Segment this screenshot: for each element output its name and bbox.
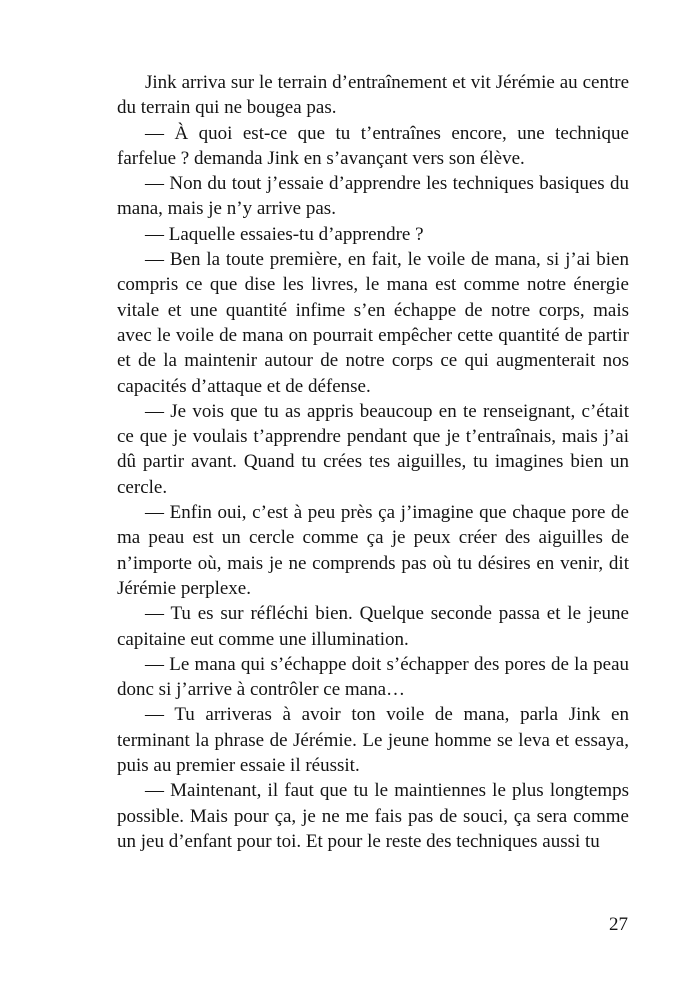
- paragraph-11: — Maintenant, il faut que tu le maintiennes le plus longtemps possible. Mais pour ça, je ne me fais pas de souci, ça sera comme un jeu d’enfant pour toi. Et pour le reste des techniques aussi tu: [117, 780, 629, 852]
- paragraph-2: — À quoi est-ce que tu t’entraînes encore, une technique farfelue ? demanda Jink en s’avançant vers son élève.: [117, 122, 629, 169]
- paragraph-4: — Laquelle essaies-tu d’apprendre ?: [145, 223, 424, 245]
- paragraph-10: — Tu arriveras à avoir ton voile de mana, parla Jink en terminant la phrase de Jérémie. Le jeune homme se leva et essaya, puis au premier essaie il réussit.: [117, 704, 629, 777]
- paragraph-7: — Enfin oui, c’est à peu près ça j’imagine que chaque pore de ma peau est un cercle comme ça je peux créer des aiguilles de n’importe où, mais je ne comprends pas où tu désires en venir, dit Jérémie perplexe.: [117, 502, 629, 599]
- paragraph-9: — Le mana qui s’échappe doit s’échapper des pores de la peau donc si j’arrive à contrôler ce mana…: [117, 653, 629, 701]
- paragraph-5: — Ben la toute première, en fait, le voile de mana, si j’ai bien compris ce que dise les livres, le mana est comme notre énergie vitale et une quantité infime s’en échappe de notre corps, mais avec le voile de mana on pourrait empêcher cette quantité de partir et de la maintenir autour de notre corps ce qui augmenterait nos capacités d’attaque et de défense.: [117, 249, 629, 397]
- paragraph-8: — Tu es sur réfléchi bien. Quelque seconde passa et le jeune capitaine eut comme une illumination.: [117, 603, 629, 650]
- paragraph-6: — Je vois que tu as appris beaucoup en te renseignant, c’était ce que je voulais t’apprendre pendant que je t’entraînais, mais j’ai dû partir avant. Quand tu crées tes aiguilles, tu imagines bien un cercle.: [117, 400, 629, 498]
- page-body: [117, 70, 629, 854]
- paragraph-1: Jink arriva sur le terrain d’entraînement et vit Jérémie au centre du terrain qui ne bougea pas.: [117, 72, 629, 119]
- page-number: 27: [609, 914, 628, 935]
- paragraph-3: — Non du tout j’essaie d’apprendre les techniques basiques du mana, mais je n’y arrive pas.: [117, 173, 629, 220]
